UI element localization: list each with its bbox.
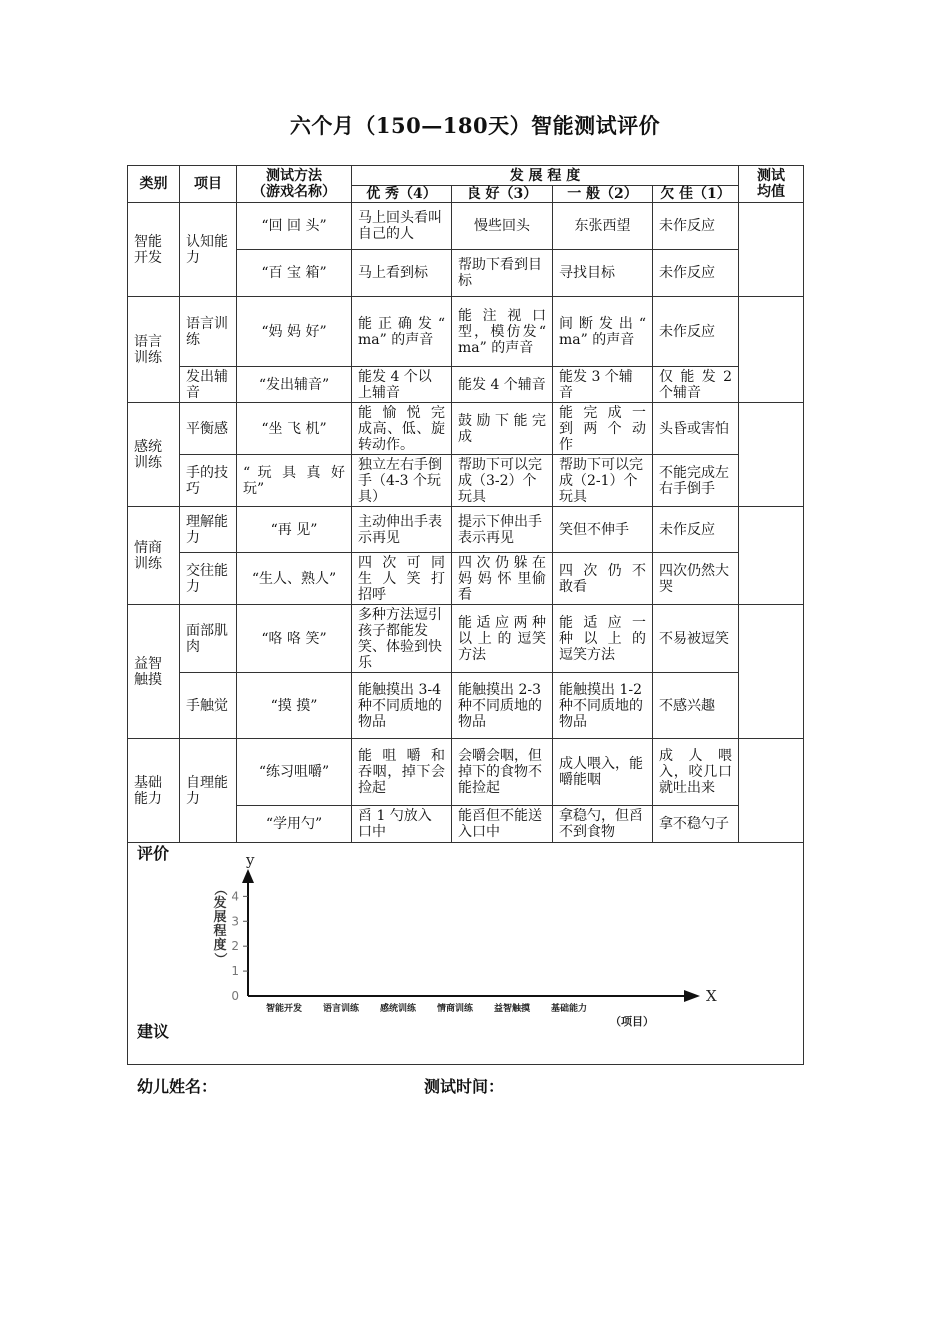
excellent-cell: 能触摸出 3-4 种不同质地的物品 <box>352 673 452 739</box>
table-row <box>128 403 804 455</box>
average-cell: 笑但不伸手 <box>553 507 653 553</box>
evaluation-label: 评价 <box>137 844 170 863</box>
poor-cell: 四次仍然大哭 <box>653 553 739 605</box>
poor-cell: 头昏或害怕 <box>653 403 739 455</box>
good-cell: 会嚼会咽，但掉下的食物不能捡起 <box>452 739 553 806</box>
category-cell: 智能开发 <box>128 203 180 297</box>
header-excellent: 优 秀（4） <box>352 186 452 203</box>
header-average: 一 般（2） <box>553 186 653 203</box>
y-axis-arrow <box>242 869 254 883</box>
average-cell: 帮助下可以完成（2-1）个玩具 <box>553 455 653 507</box>
table-row <box>128 203 804 250</box>
x-axis-arrow <box>684 990 700 1002</box>
header-mean <box>739 166 804 203</box>
y-tick-label: 1 <box>231 964 239 979</box>
item-cell: 手触觉 <box>180 673 237 739</box>
excellent-cell: 能发 4 个以上辅音 <box>352 367 452 403</box>
excellent-cell: 能 正 确 发 “ ma” 的声音 <box>352 297 452 367</box>
item-cell: 交往能力 <box>180 553 237 605</box>
advice-label: 建议 <box>137 1022 170 1041</box>
header-mean-line2: 均值 <box>757 184 785 200</box>
good-cell: 能 注 视 口型，模仿发“ ma” 的声音 <box>452 297 553 367</box>
excellent-cell: 四 次 可 同 生 人 笑 打 招呼 <box>352 553 452 605</box>
excellent-cell: 舀 1 勺放入口中 <box>352 806 452 843</box>
test-time-label: 测试时间： <box>424 1077 505 1096</box>
y-tick-label: 4 <box>231 889 239 904</box>
category-cell: 益智触摸 <box>128 605 180 739</box>
x-category-label: 益智触摸 <box>493 1004 531 1014</box>
good-cell: 慢些回头 <box>452 203 553 250</box>
item-cell: 理解能力 <box>180 507 237 553</box>
good-cell: 能触摸出 2-3 种不同质地的物品 <box>452 673 553 739</box>
header-mean-line1: 测试 <box>757 168 785 184</box>
method-cell: “坐 飞 机” <box>237 403 352 455</box>
y-axis-label-char: （ <box>212 882 227 896</box>
item-cell: 自理能力 <box>180 739 237 843</box>
method-cell: “ 玩 具 真 好 玩” <box>237 455 352 507</box>
method-cell: “发出辅音” <box>237 367 352 403</box>
method-cell: “练习咀嚼” <box>237 739 352 806</box>
mean-cell <box>739 403 804 507</box>
y-axis-label-char: 程 <box>213 924 227 939</box>
y-axis-label-char: 展 <box>213 910 227 925</box>
y-axis-label-char: 发 <box>213 896 227 911</box>
excellent-cell: 主动伸出手表示再见 <box>352 507 452 553</box>
y-axis-name: y <box>246 853 255 869</box>
poor-cell: 成 人 喂 入，咬几口就吐出来 <box>653 739 739 806</box>
item-cell: 手的技巧 <box>180 455 237 507</box>
x-category-label: 情商训练 <box>436 1004 474 1014</box>
category-cell: 语言训练 <box>128 297 180 403</box>
table-row <box>128 297 804 367</box>
method-cell: “回 回 头” <box>237 203 352 250</box>
method-cell: “咯 咯 笑” <box>237 605 352 673</box>
table-row <box>128 739 804 806</box>
y-axis-label-char: ） <box>212 952 227 966</box>
average-cell: 拿稳勺，但舀不到食物 <box>553 806 653 843</box>
header-method-line2: （游戏名称） <box>252 184 336 200</box>
item-cell: 认知能力 <box>180 203 237 297</box>
mean-cell <box>739 605 804 739</box>
x-category-label: 基础能力 <box>550 1004 588 1014</box>
poor-cell: 未作反应 <box>653 250 739 297</box>
header-method-line1: 测试方法 <box>266 168 322 184</box>
table-row <box>128 553 804 605</box>
average-cell: 能 适 应 一 种 以 上 的 逗笑方法 <box>553 605 653 673</box>
average-cell: 能 完 成 一 到 两 个 动 作 <box>553 403 653 455</box>
table-row <box>128 367 804 403</box>
mean-cell <box>739 507 804 605</box>
method-cell: “百 宝 箱” <box>237 250 352 297</box>
excellent-cell: 多种方法逗引孩子都能发笑、体验到快乐 <box>352 605 452 673</box>
header-category: 类别 <box>128 166 180 203</box>
average-cell: 能触摸出 1-2 种不同质地的物品 <box>553 673 653 739</box>
method-cell: “妈 妈 好” <box>237 297 352 367</box>
header-method <box>237 166 352 203</box>
excellent-cell: 独立左右手倒手（4-3 个玩具） <box>352 455 452 507</box>
average-cell: 四 次 仍 不 敢看 <box>553 553 653 605</box>
poor-cell: 不能完成左右手倒手 <box>653 455 739 507</box>
good-cell: 能 适 应 两 种 以 上 的 逗笑方法 <box>452 605 553 673</box>
good-cell: 提示下伸出手表示再见 <box>452 507 553 553</box>
y-tick-label: 3 <box>231 914 239 929</box>
good-cell: 能发 4 个辅音 <box>452 367 553 403</box>
good-cell: 鼓 励 下 能 完成 <box>452 403 553 455</box>
poor-cell: 未作反应 <box>653 297 739 367</box>
excellent-cell: 马上看到标 <box>352 250 452 297</box>
good-cell: 帮助下可以完成（3-2）个玩具 <box>452 455 553 507</box>
excellent-cell: 能 愉 悦 完 成高、低、旋转动作。 <box>352 403 452 455</box>
header-development: 发 展 程 度 <box>352 166 739 186</box>
method-cell: “生人、熟人” <box>237 553 352 605</box>
table-row <box>128 673 804 739</box>
header-item: 项目 <box>180 166 237 203</box>
method-cell: “学用勺” <box>237 806 352 843</box>
item-cell: 语言训练 <box>180 297 237 367</box>
evaluation-table <box>127 165 804 1065</box>
excellent-cell: 能 咀 嚼 和 吞咽，掉下会捡起 <box>352 739 452 806</box>
method-cell: “再 见” <box>237 507 352 553</box>
poor-cell: 不易被逗笑 <box>653 605 739 673</box>
header-poor: 欠 佳（1） <box>653 186 739 203</box>
category-cell: 基础能力 <box>128 739 180 843</box>
average-cell: 东张西望 <box>553 203 653 250</box>
poor-cell: 仅 能 发 2 个辅音 <box>653 367 739 403</box>
good-cell: 四 次 仍 躲 在 妈 妈 怀 里偷看 <box>452 553 553 605</box>
x-category-label: 语言训练 <box>322 1004 360 1014</box>
table-row <box>128 605 804 673</box>
table-row <box>128 455 804 507</box>
development-chart <box>198 853 758 1043</box>
mean-cell <box>739 739 804 843</box>
y-tick-label: 0 <box>231 989 239 1003</box>
poor-cell: 未作反应 <box>653 203 739 250</box>
item-cell: 平衡感 <box>180 403 237 455</box>
mean-cell <box>739 203 804 297</box>
poor-cell: 拿不稳勺子 <box>653 806 739 843</box>
table-row <box>128 507 804 553</box>
page-title: 六个月（150—180天）智能测试评价 <box>289 113 661 138</box>
y-axis-label-char: 度 <box>213 938 227 953</box>
item-cell: 面部肌肉 <box>180 605 237 673</box>
mean-cell <box>739 297 804 403</box>
category-cell: 情商训练 <box>128 507 180 605</box>
good-cell: 帮助下看到目标 <box>452 250 553 297</box>
x-category-label: 感统训练 <box>379 1004 417 1014</box>
header-good: 良 好（3） <box>452 186 553 203</box>
poor-cell: 不感兴趣 <box>653 673 739 739</box>
x-axis-label: （项目） <box>610 1015 654 1028</box>
y-tick-label: 2 <box>231 939 239 954</box>
category-cell: 感统训练 <box>128 403 180 507</box>
average-cell: 能发 3 个辅音 <box>553 367 653 403</box>
excellent-cell: 马上回头看叫自己的人 <box>352 203 452 250</box>
item-cell: 发出辅音 <box>180 367 237 403</box>
poor-cell: 未作反应 <box>653 507 739 553</box>
method-cell: “摸 摸” <box>237 673 352 739</box>
evaluation-row <box>128 843 804 1065</box>
child-name-label: 幼儿姓名： <box>137 1077 218 1096</box>
average-cell: 间 断 发 出 “ ma” 的声音 <box>553 297 653 367</box>
x-category-label: 智能开发 <box>265 1004 303 1014</box>
average-cell: 寻找目标 <box>553 250 653 297</box>
evaluation-cell <box>128 843 804 1065</box>
good-cell: 能舀但不能送入口中 <box>452 806 553 843</box>
x-axis-name: X <box>706 987 717 1005</box>
average-cell: 成人喂入，能嚼能咽 <box>553 739 653 806</box>
